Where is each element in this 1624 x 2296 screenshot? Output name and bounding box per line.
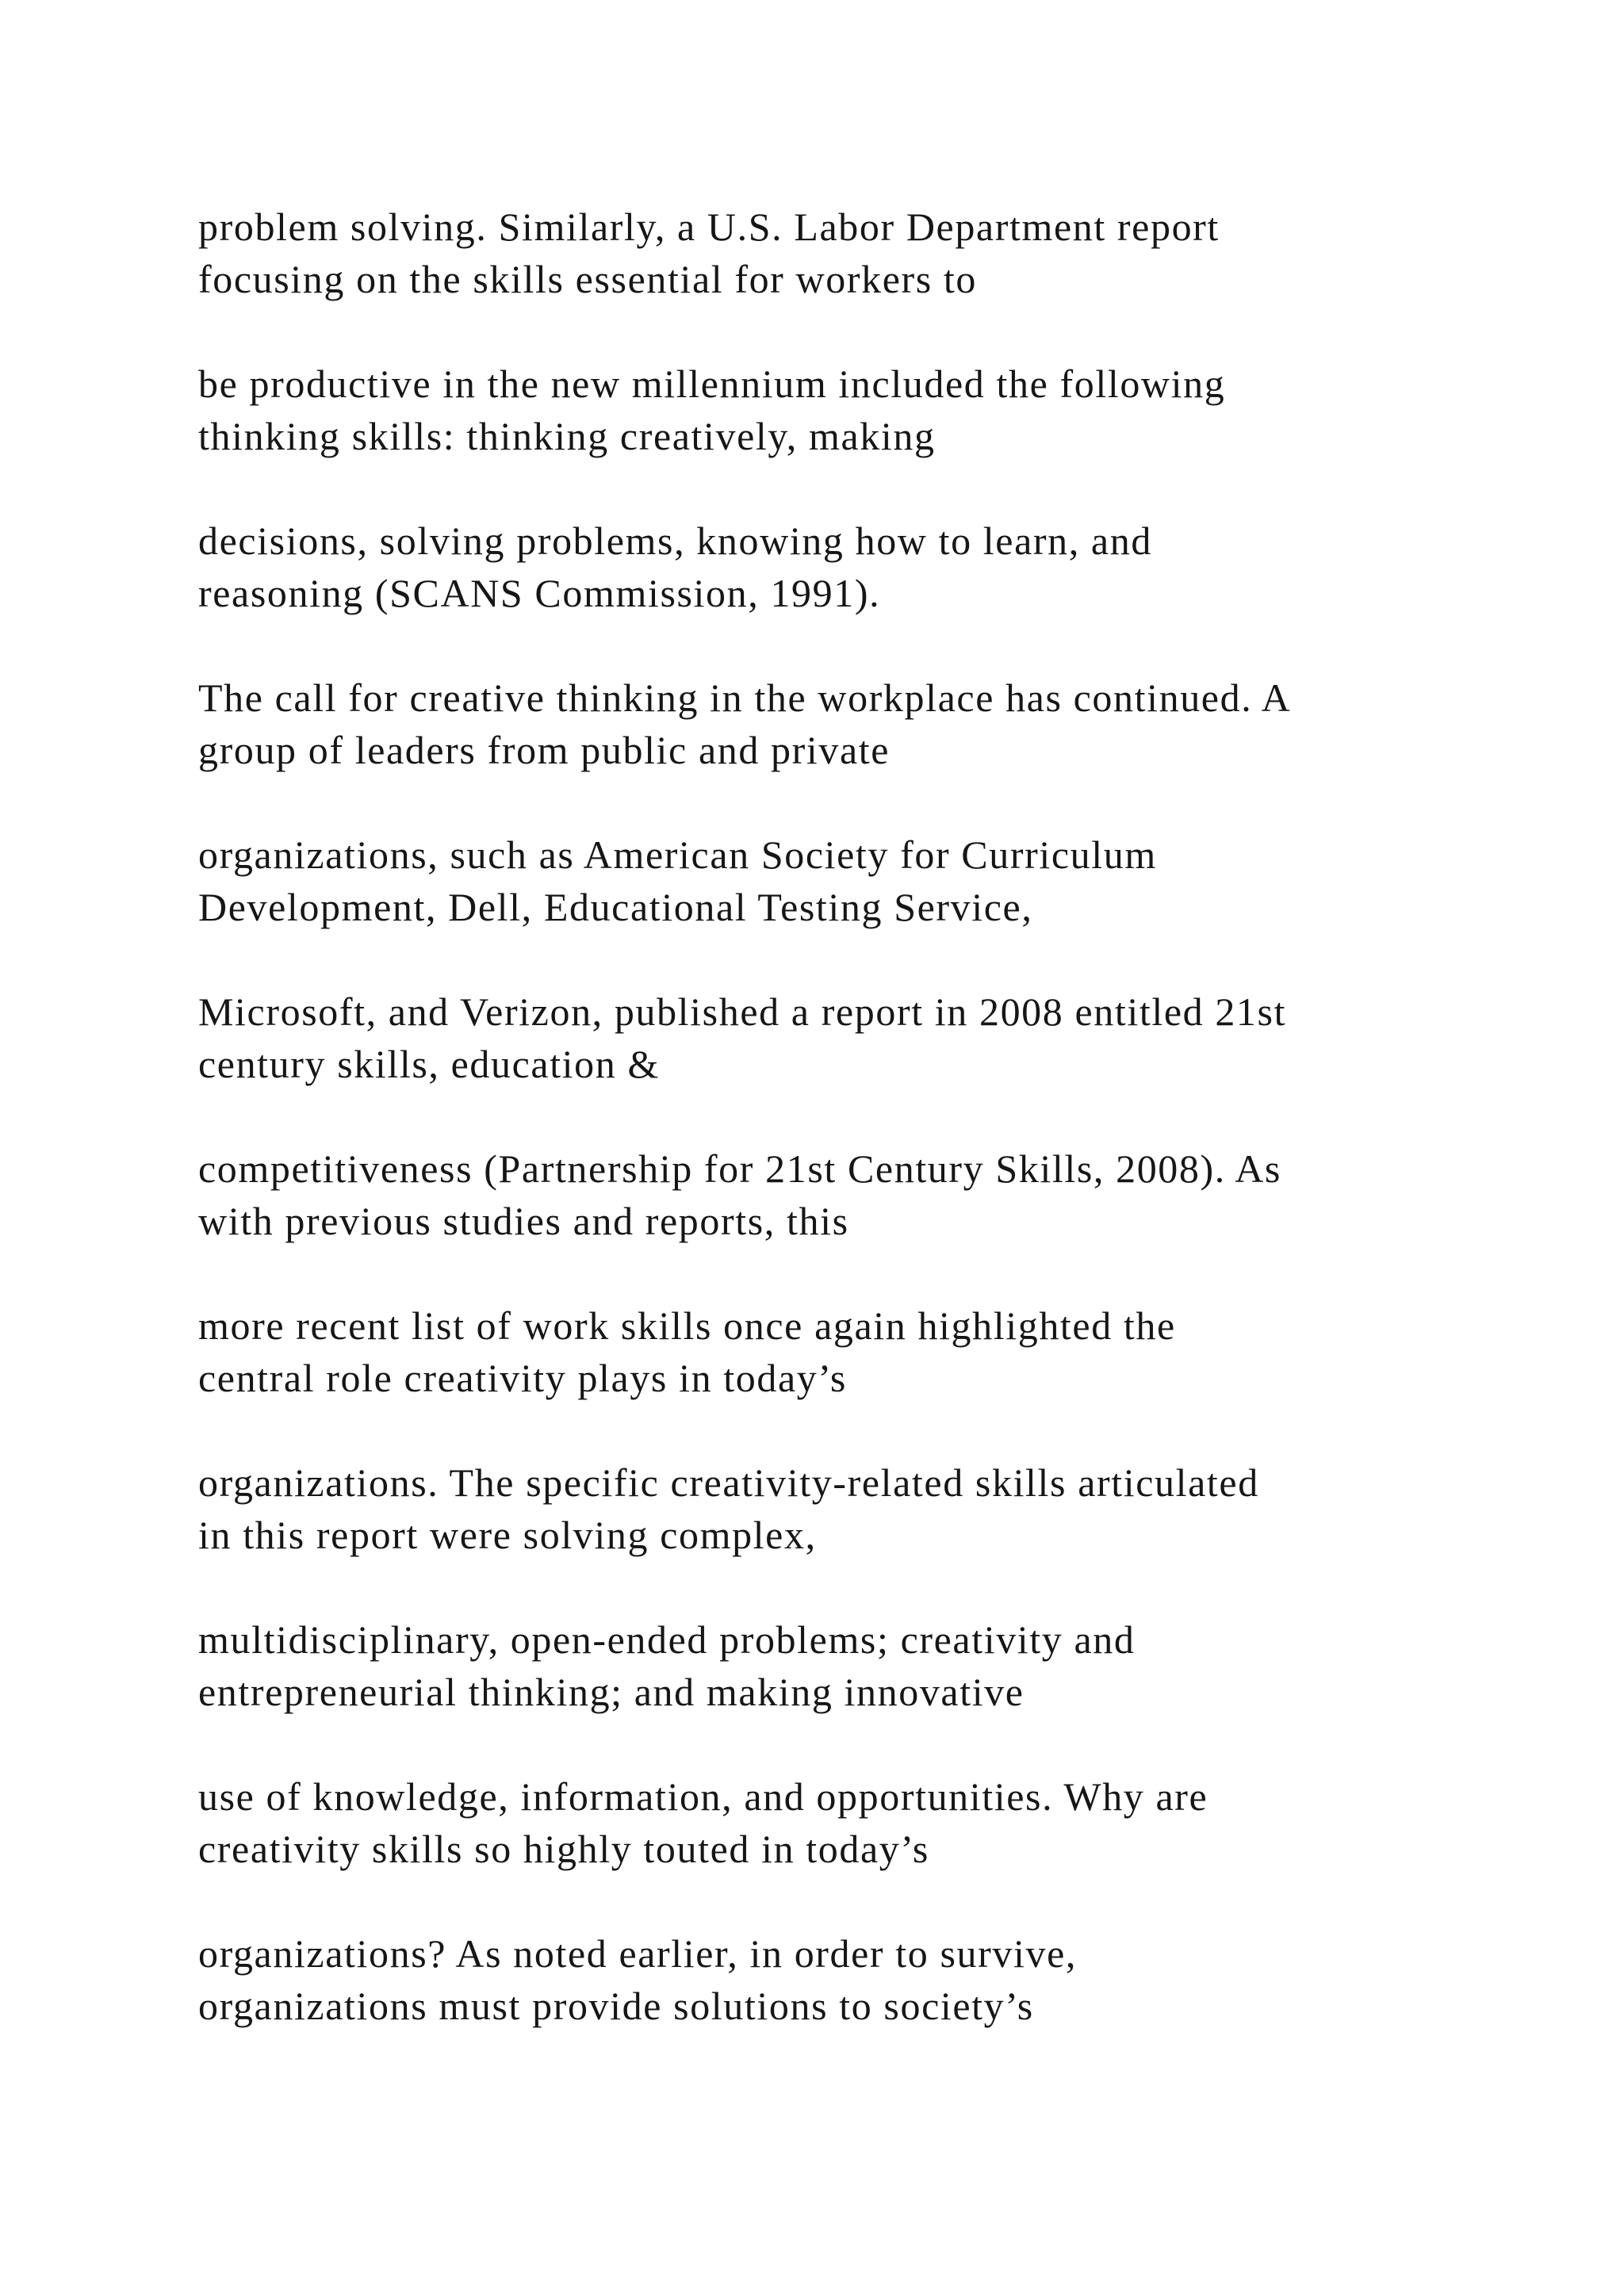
paragraph [198, 1613, 1507, 1718]
text-line: The call for creative thinking in the workplace has continued. A [198, 675, 1292, 720]
text-line: reasoning (SCANS Commission, 1991). [198, 571, 881, 615]
text-line: problem solving. Similarly, a U.S. Labor Department report [198, 205, 1220, 249]
text-line: group of leaders from public and private [198, 728, 891, 772]
paragraph [198, 1299, 1507, 1404]
paragraph [198, 672, 1507, 776]
paragraph [198, 201, 1507, 305]
paragraph [198, 1770, 1507, 1875]
text-line: competitiveness (Partnership for 21st Century Skills, 2008). As [198, 1146, 1281, 1191]
text-line: multidisciplinary, open-ended problems; creativity and [198, 1617, 1136, 1662]
text-line: entrepreneurial thinking; and making innovative [198, 1670, 1025, 1714]
text-line: decisions, solving problems, knowing how to learn, and [198, 519, 1152, 563]
paragraph [198, 358, 1507, 462]
text-line: be productive in the new millennium included the following [198, 362, 1226, 406]
paragraph [198, 515, 1507, 619]
text-line: organizations? As noted earlier, in order to survive, [198, 1931, 1077, 1976]
text-line: more recent list of work skills once again highlighted the [198, 1303, 1176, 1348]
paragraph [198, 1927, 1507, 2032]
paragraph [198, 1456, 1507, 1561]
text-line: organizations. The specific creativity-related skills articulated [198, 1460, 1259, 1505]
text-line: in this report were solving complex, [198, 1513, 817, 1557]
text-line: thinking skills: thinking creatively, making [198, 414, 936, 458]
text-line: century skills, education & [198, 1042, 660, 1086]
paragraph [198, 828, 1507, 933]
paragraph [198, 1142, 1507, 1247]
paragraph [198, 985, 1507, 1090]
text-line: Development, Dell, Educational Testing Service, [198, 885, 1033, 929]
text-line: central role creativity plays in today’s [198, 1356, 847, 1400]
text-line: use of knowledge, information, and opportunities. Why are [198, 1774, 1208, 1819]
text-line: with previous studies and reports, this [198, 1199, 849, 1243]
text-line: Microsoft, and Verizon, published a report in 2008 entitled 21st [198, 989, 1287, 1034]
text-line: organizations, such as American Society for Curriculum [198, 832, 1157, 877]
text-line: focusing on the skills essential for workers to [198, 257, 977, 301]
body-text [198, 201, 1507, 2084]
text-line: creativity skills so highly touted in today’s [198, 1827, 929, 1871]
text-line: organizations must provide solutions to society’s [198, 1984, 1034, 2028]
